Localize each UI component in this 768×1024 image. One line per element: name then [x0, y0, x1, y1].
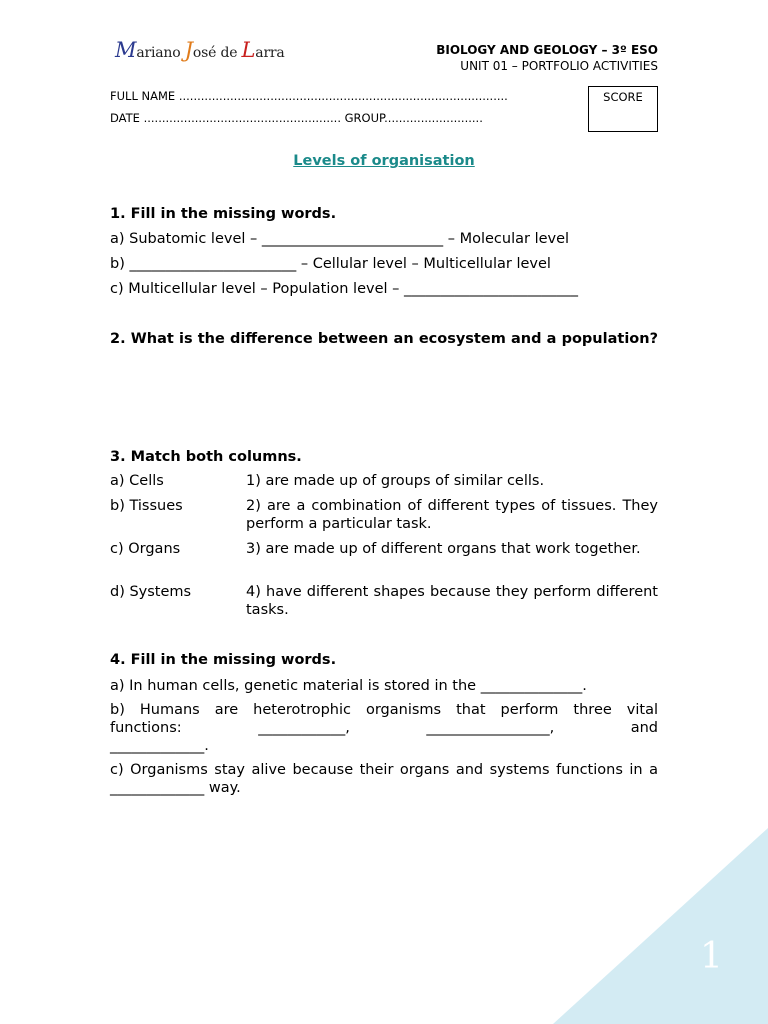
unit-title: UNIT 01 – PORTFOLIO ACTIVITIES — [460, 59, 658, 73]
q4-heading: 4. Fill in the missing words. — [110, 652, 337, 668]
full-name-field[interactable] — [110, 89, 508, 103]
subject-title: BIOLOGY AND GEOLOGY – 3º ESO — [436, 43, 658, 57]
q3-right-2: 2) are a combination of different types of tissues. They perform a particular task. — [246, 498, 658, 532]
q3-left-d: d) Systems — [110, 584, 192, 600]
q4-item-b-line3: _____________. — [110, 738, 209, 754]
date-group-row — [110, 111, 483, 125]
q4-item-a: a) In human cells, genetic material is stored in the ______________. — [110, 678, 587, 694]
school-logo: Mariano José de Larra — [115, 38, 285, 62]
full-name-dots: .......................................................................................... — [178, 89, 508, 103]
q1-heading: 1. Fill in the missing words. — [110, 206, 337, 222]
q3-left-c: c) Organs — [110, 541, 181, 557]
date-dots[interactable]: ...................................................... — [143, 111, 341, 125]
q3-left-b: b) Tissues — [110, 498, 183, 514]
page-number: 1 — [700, 936, 723, 977]
q1-item-a: a) Subatomic level – _________________________ – Molecular level — [110, 231, 570, 247]
q3-right-1: 1) are made up of groups of similar cells. — [246, 473, 545, 489]
q4-item-b-line2: functions: ____________, _________________, and — [110, 720, 658, 736]
q1-item-b: b) _______________________ – Cellular level – Multicellular level — [110, 256, 551, 272]
q4-item-b-line1: b) Humans are heterotrophic organisms that perform three vital — [110, 702, 658, 718]
q2-heading: 2. What is the difference between an ecosystem and a population? — [110, 331, 658, 347]
page-corner-decoration — [553, 828, 768, 1024]
page-title: Levels of organisation — [293, 153, 475, 169]
q3-right-4: 4) have different shapes because they perform different tasks. — [246, 584, 658, 618]
q3-right-3: 3) are made up of different organs that work together. — [246, 541, 641, 557]
full-name-label: FULL NAME — [110, 89, 176, 103]
score-label: SCORE — [603, 90, 643, 104]
score-box — [588, 86, 658, 132]
q1-item-c: c) Multicellular level – Population level – ________________________ — [110, 281, 578, 297]
q3-heading: 3. Match both columns. — [110, 449, 302, 465]
group-dots[interactable]: ........................... — [384, 111, 483, 125]
date-label: DATE — [110, 111, 140, 125]
q4-item-c: c) Organisms stay alive because their organs and systems functions in a _____________ way. — [110, 762, 658, 796]
group-label: GROUP — [344, 111, 385, 125]
header-info — [436, 42, 658, 74]
q3-left-a: a) Cells — [110, 473, 164, 489]
